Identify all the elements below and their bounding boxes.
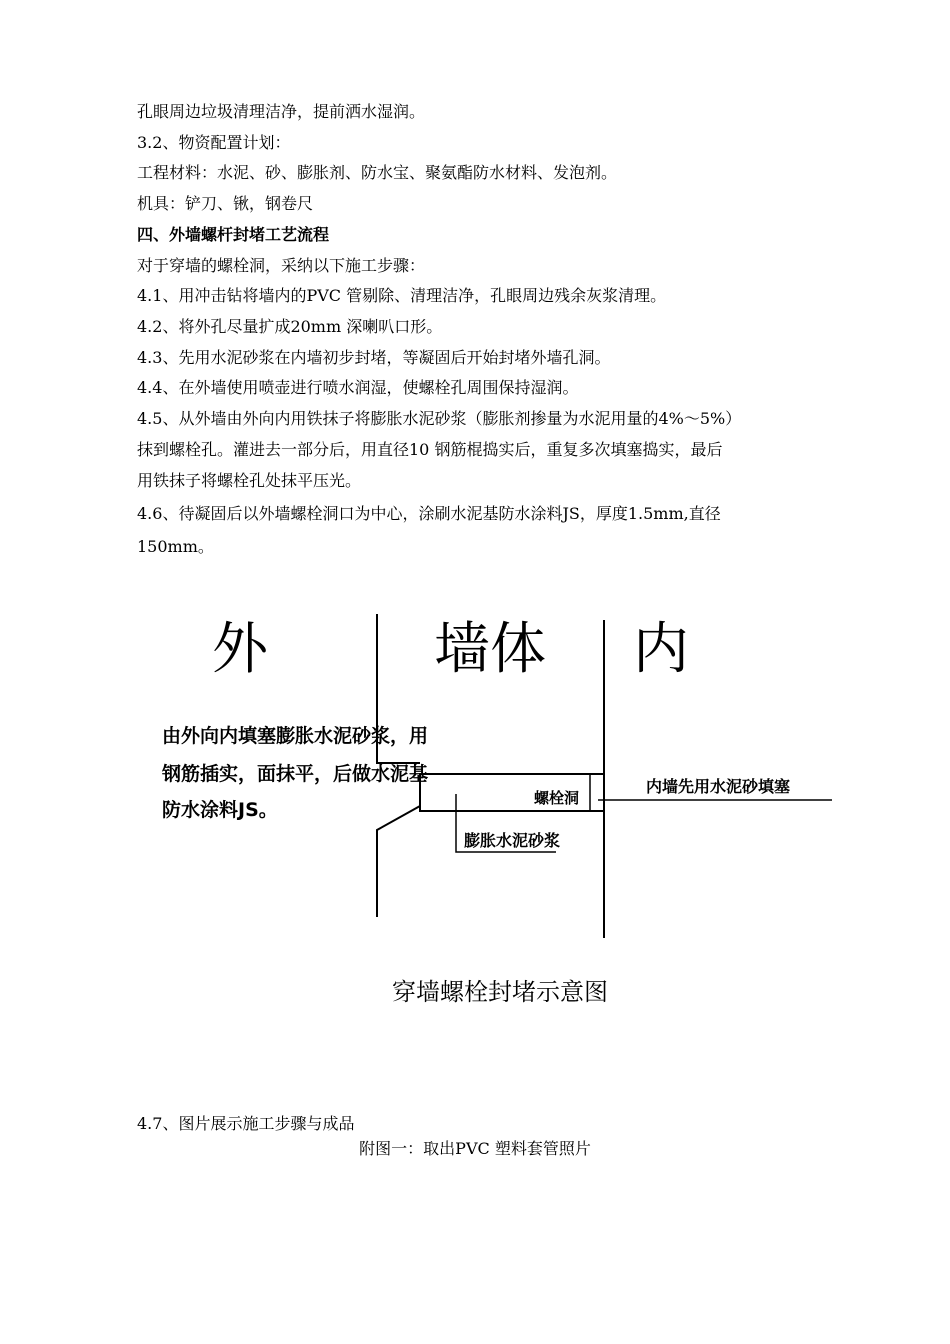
outer-wall-lower-line xyxy=(377,806,420,917)
paragraph-line: 用铁抹子将螺栓孔处抹平压光。 xyxy=(137,471,362,490)
diagram-note-line2: 钢筋插实，面抹平，后做水泥基 xyxy=(162,763,429,785)
diagram-caption: 穿墙螺栓封堵示意图 xyxy=(392,978,608,1006)
diagram-label-nei: 内 xyxy=(633,617,689,682)
diagram-note-line3: 防水涂料JS。 xyxy=(162,799,278,821)
paragraph-line: 4.1、用冲击钻将墙内的PVC 管剔除、清理洁净，孔眼周边残余灰浆清理。 xyxy=(137,286,667,305)
paragraph-line: 150mm。 xyxy=(137,537,214,556)
paragraph-line: 3.2、物资配置计划： xyxy=(137,133,291,152)
section-heading: 四、外墙螺杆封堵工艺流程 xyxy=(137,225,330,244)
bolt-sealing-diagram xyxy=(0,590,950,1020)
paragraph-line: 4.3、先用水泥砂浆在内墙初步封堵，等凝固后开始封堵外墙孔洞。 xyxy=(137,348,611,367)
paragraph-line: 4.6、待凝固后以外墙螺栓洞口为中心，涂刷水泥基防水涂料JS，厚度1.5mm,直径 xyxy=(137,504,721,523)
paragraph-line: 4.5、从外墙由外向内用铁抹子将膨胀水泥砂浆（膨胀剂掺量为水泥用量的4%～5%） xyxy=(137,409,742,428)
diagram-note-line1: 由外向内填塞膨胀水泥砂浆，用 xyxy=(162,725,429,747)
inner-fill-label: 内墙先用水泥砂填塞 xyxy=(646,777,791,796)
paragraph-line: 机具：铲刀、锹，钢卷尺 xyxy=(137,194,314,213)
paragraph-line: 孔眼周边垃圾清理洁净，提前洒水湿润。 xyxy=(137,102,426,121)
paragraph-line: 工程材料：水泥、砂、膨胀剂、防水宝、聚氨酯防水材料、发泡剂。 xyxy=(137,163,618,182)
paragraph-line: 抹到螺栓孔。灌进去一部分后，用直径10 钢筋棍捣实后，重复多次填塞捣实，最后 xyxy=(137,440,723,459)
expansion-mortar-label: 膨胀水泥砂浆 xyxy=(464,831,561,850)
paragraph-line: 4.7、图片展示施工步骤与成品 xyxy=(137,1114,355,1133)
figure-caption: 附图一：取出PVC 塑料套管照片 xyxy=(359,1139,591,1158)
paragraph-line: 对于穿墙的螺栓洞，采纳以下施工步骤： xyxy=(137,256,426,275)
paragraph-line: 4.2、将外孔尽量扩成20mm 深喇叭口形。 xyxy=(137,317,443,336)
bolt-hole-label: 螺栓洞 xyxy=(534,789,580,807)
paragraph-line: 4.4、在外墙使用喷壶进行喷水润湿，使螺栓孔周围保持湿润。 xyxy=(137,378,579,397)
diagram-label-qiangti: 墙体 xyxy=(434,617,546,682)
diagram-label-wai: 外 xyxy=(212,617,268,682)
